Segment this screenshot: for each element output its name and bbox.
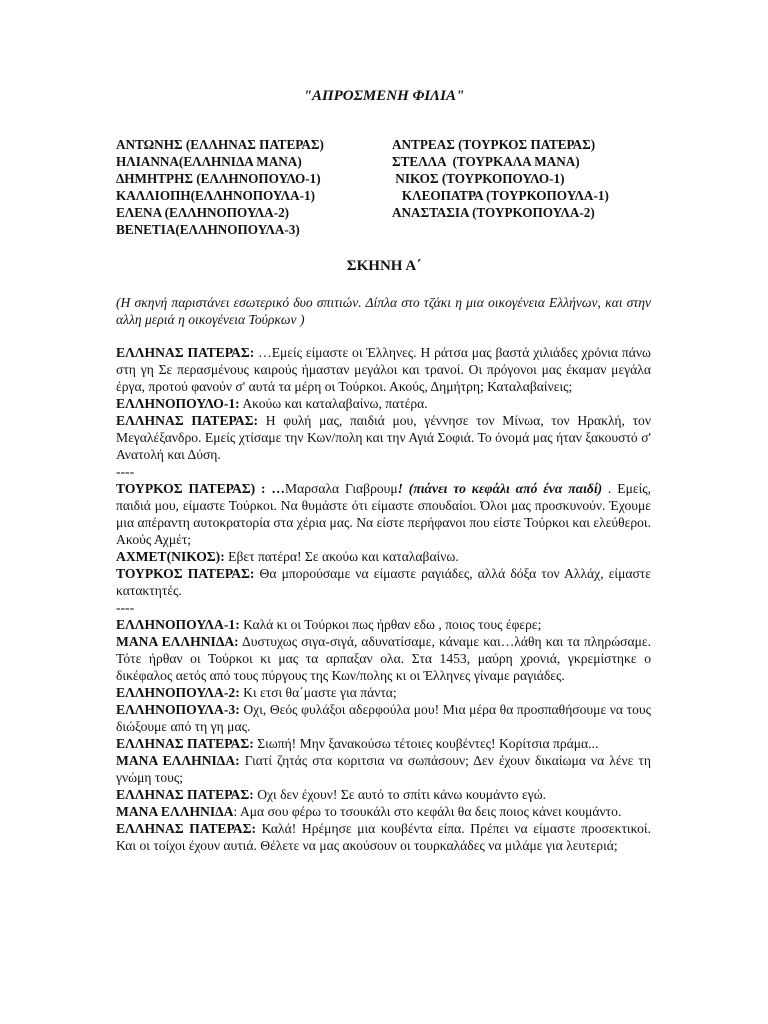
dialogue-text: . Εμείς, παιδιά μου, είμαστε Τούρκοι. Να θυμάστε ότι είμαστε σπουδαίοι. Όλοι μας προσκυνούν. Έχουμε μια απέραντη αυτοκρατορία στα χέρια μας. Να είστε περήφανοι που είστε Τούρκοι και ελεύθεροι. Ακούς Αχμέτ; — [116, 481, 652, 547]
dialogue-text: Καλά! Ηρέμησε μια κουβέντα είπα. Πρέπει να είμαστε προσεκτικοί. Και οι τοίχοι έχουν αυτιά. Θέλετε να μας ακούσουν οι τουρκαλάδες να μιλάμε για λευτεριά; — [116, 821, 651, 853]
stage-action: ! (πιάνει το κεφάλι από ένα παιδί) — [397, 481, 603, 496]
section-separator: ---- — [116, 600, 135, 615]
cast-row — [116, 153, 609, 170]
dialogue-line — [116, 633, 651, 684]
dialogue-line — [116, 480, 651, 548]
speaker-name: ΜΑΝΑ ΕΛΛΗΝΙΔΑ: — [116, 634, 239, 649]
speaker-name: ΕΛΛΗΝΑΣ ΠΑΤΕΡΑΣ: — [116, 413, 259, 428]
speaker-name: ΕΛΛΗΝΟΠΟΥΛΟ-1: — [116, 396, 240, 411]
speaker-name: ΕΛΛΗΝΑΣ ΠΑΤΕΡΑΣ: — [116, 736, 254, 751]
speaker-name: ΕΛΛΗΝΟΠΟΥΛΑ-3: — [116, 702, 240, 717]
speaker-name: ΕΛΛΗΝΑΣ ΠΑΤΕΡΑΣ: — [116, 345, 255, 360]
dialogue-text: Γιατί ζητάς στα κοριτσια να σωπάσουν; Δεν έχουν δικαίωμα να λένε τη γνώμη τους; — [116, 753, 651, 785]
dialogue-line — [116, 701, 651, 735]
scene-heading: ΣΚΗΝΗ Α΄ — [346, 258, 422, 274]
dialogue-text: Οχι, Θεός φυλάξοι αδερφούλα μου! Μια μέρα θα προσπαθήσουμε να τους διώξουμε από τη γη μας. — [116, 702, 651, 734]
cast-turkish-role: ΚΛΕΟΠΑΤΡΑ (ΤΟΥΡΚΟΠΟΥΛΑ-1) — [392, 188, 609, 203]
cast-row — [116, 221, 609, 238]
cast-greek-role: ΔΗΜΗΤΡΗΣ (ΕΛΛΗΝΟΠΟΥΛΟ-1) — [116, 171, 321, 186]
dialogue-text: …Εμείς είμαστε οι Έλληνες. Η ράτσα μας βαστά χιλιάδες χρόνια πάνω στη γη Σε περασμένους καιρούς ήμασταν μεγάλοι και τρανοί. Οι πρόγονοι μας έκαμαν μεγάλα έργα, προτού φανούν σ' αυτά τα μέρη οι Τούρκοι. Ακούς, Δημήτρη; Καταλαβαίνεις; — [116, 345, 651, 394]
speaker-name: ΑΧΜΕΤ(ΝΙΚΟΣ): — [116, 549, 225, 564]
dialogue-text: Οχι δεν έχουν! Σε αυτό το σπίτι κάνω κουμάντο εγώ. — [253, 787, 547, 802]
dialogue — [116, 344, 651, 854]
speaker-name: ΤΟΥΡΚΟΣ ΠΑΤΕΡΑΣ) : … — [116, 481, 285, 496]
speaker-name: ΕΛΛΗΝΟΠΟΥΛΑ-2: — [116, 685, 240, 700]
cast-turkish-role: ΝΙΚΟΣ (ΤΟΥΡΚΟΠΟΥΛΟ-1) — [392, 171, 565, 186]
speaker-name: ΜΑΝΑ ΕΛΛΗΝΙΔΑ — [116, 804, 234, 819]
dialogue-text: Δυστυχως σιγα-σιγά, αδυνατίσαμε, κάναμε και…λάθη και τα πληρώσαμε. Τότε ήρθαν οι Τούρκοι κι μας τα αρπαξαν ολα. Στα 1453, μαύρη χρονιά, γκρεμίστηκε ο δικέφαλος αετός από τους πύργους της Κων/πολης κι οι Έλληνες γίναμε ραγιάδες. — [116, 634, 651, 683]
cast-list — [116, 136, 609, 238]
speaker-name: ΜΑΝΑ ΕΛΛΗΝΙΔΑ: — [116, 753, 240, 768]
play-title: "ΑΠΡΟΣΜΕΝΗ ΦΙΛΙΑ" — [303, 88, 465, 104]
dialogue-line — [116, 820, 651, 854]
dialogue-text: Καλά κι οι Τούρκοι πως ήρθαν εδω , ποιος τους έφερε; — [239, 617, 542, 632]
cast-row — [116, 136, 609, 153]
cast-greek-role: ΒΕΝΕΤΙΑ(ΕΛΛΗΝΟΠΟΥΛΑ-3) — [116, 222, 300, 237]
dialogue-line — [116, 752, 651, 786]
dialogue-line — [116, 548, 651, 565]
cast-turkish-role: ΑΝΤΡΕΑΣ (ΤΟΥΡΚΟΣ ΠΑΤΕΡΑΣ) — [392, 137, 596, 152]
cast-turkish-role: ΑΝΑΣΤΑΣΙΑ (ΤΟΥΡΚΟΠΟΥΛΑ-2) — [392, 205, 595, 220]
dialogue-line — [116, 344, 651, 395]
dialogue-text: Θα μπορούσαμε να είμαστε ραγιάδες, αλλά δόξα τον Αλλάχ, είμαστε κατακτητές. — [116, 566, 651, 598]
dialogue-line — [116, 616, 651, 633]
dialogue-line — [116, 395, 651, 412]
cast-row — [116, 187, 609, 204]
dialogue-text: Εβετ πατέρα! Σε ακούω και καταλαβαίνω. — [224, 549, 459, 564]
dialogue-text: Κι ετσι θα΄μαστε για πάντα; — [239, 685, 397, 700]
dialogue-text: Σιωπή! Μην ξανακούσω τέτοιες κουβέντες! Κορίτσια πράμα... — [253, 736, 599, 751]
dialogue-line — [116, 565, 651, 599]
dialogue-line — [116, 684, 651, 701]
cast-row — [116, 204, 609, 221]
cast-greek-role: ΕΛΕΝΑ (ΕΛΛΗΝΟΠΟΥΛΑ-2) — [116, 205, 290, 220]
dialogue-text: Μαρσαλα Γιαβρουμ — [285, 481, 398, 496]
cast-greek-role: ΑΝΤΩΝΗΣ (ΕΛΛΗΝΑΣ ΠΑΤΕΡΑΣ) — [116, 137, 324, 152]
stage-direction: (Η σκηνή παριστάνει εσωτερικό δυο σπιτιών. Δίπλα στο τζάκι η μια οικογένεια Ελλήνων, και στην αλλη μεριά η οικογένεια Τούρκων ) — [116, 295, 651, 327]
cast-greek-role: ΗΛΙΑΝΝΑ(ΕΛΛΗΝΙΔΑ ΜΑΝΑ) — [116, 154, 302, 169]
cast-row — [116, 170, 609, 187]
cast-greek-role: ΚΑΛΛΙΟΠΗ(ΕΛΛΗΝΟΠΟΥΛΑ-1) — [116, 188, 316, 203]
section-separator: ---- — [116, 464, 135, 479]
dialogue-text: : Αμα σου φέρω το τσουκάλι στο κεφάλι θα δεις ποιος κάνει κουμάντο. — [233, 804, 622, 819]
dialogue-text: Η φυλή μας, παιδιά μου, γέννησε τον Μίνωα, τον Ηρακλή, τον Μεγαλέξανδρο. Εμείς χτίσαμε την Κων/πολη και την Αγιά Σοφιά. Το όνομά μας ήταν ξακουστό σ' Ανατολή και Δύση. — [116, 413, 651, 462]
dialogue-line — [116, 735, 651, 752]
dialogue-line — [116, 803, 651, 820]
speaker-name: ΤΟΥΡΚΟΣ ΠΑΤΕΡΑΣ: — [116, 566, 255, 581]
dialogue-line — [116, 786, 651, 803]
speaker-name: ΕΛΛΗΝΑΣ ΠΑΤΕΡΑΣ: — [116, 821, 256, 836]
speaker-name: ΕΛΛΗΝΟΠΟΥΛΑ-1: — [116, 617, 240, 632]
dialogue-text: Ακούω και καταλαβαίνω, πατέρα. — [239, 396, 428, 411]
dialogue-line — [116, 412, 651, 463]
cast-turkish-role: ΣΤΕΛΛΑ (ΤΟΥΡΚΑΛΑ ΜΑΝΑ) — [392, 154, 580, 169]
speaker-name: ΕΛΛΗΝΑΣ ΠΑΤΕΡΑΣ: — [116, 787, 254, 802]
